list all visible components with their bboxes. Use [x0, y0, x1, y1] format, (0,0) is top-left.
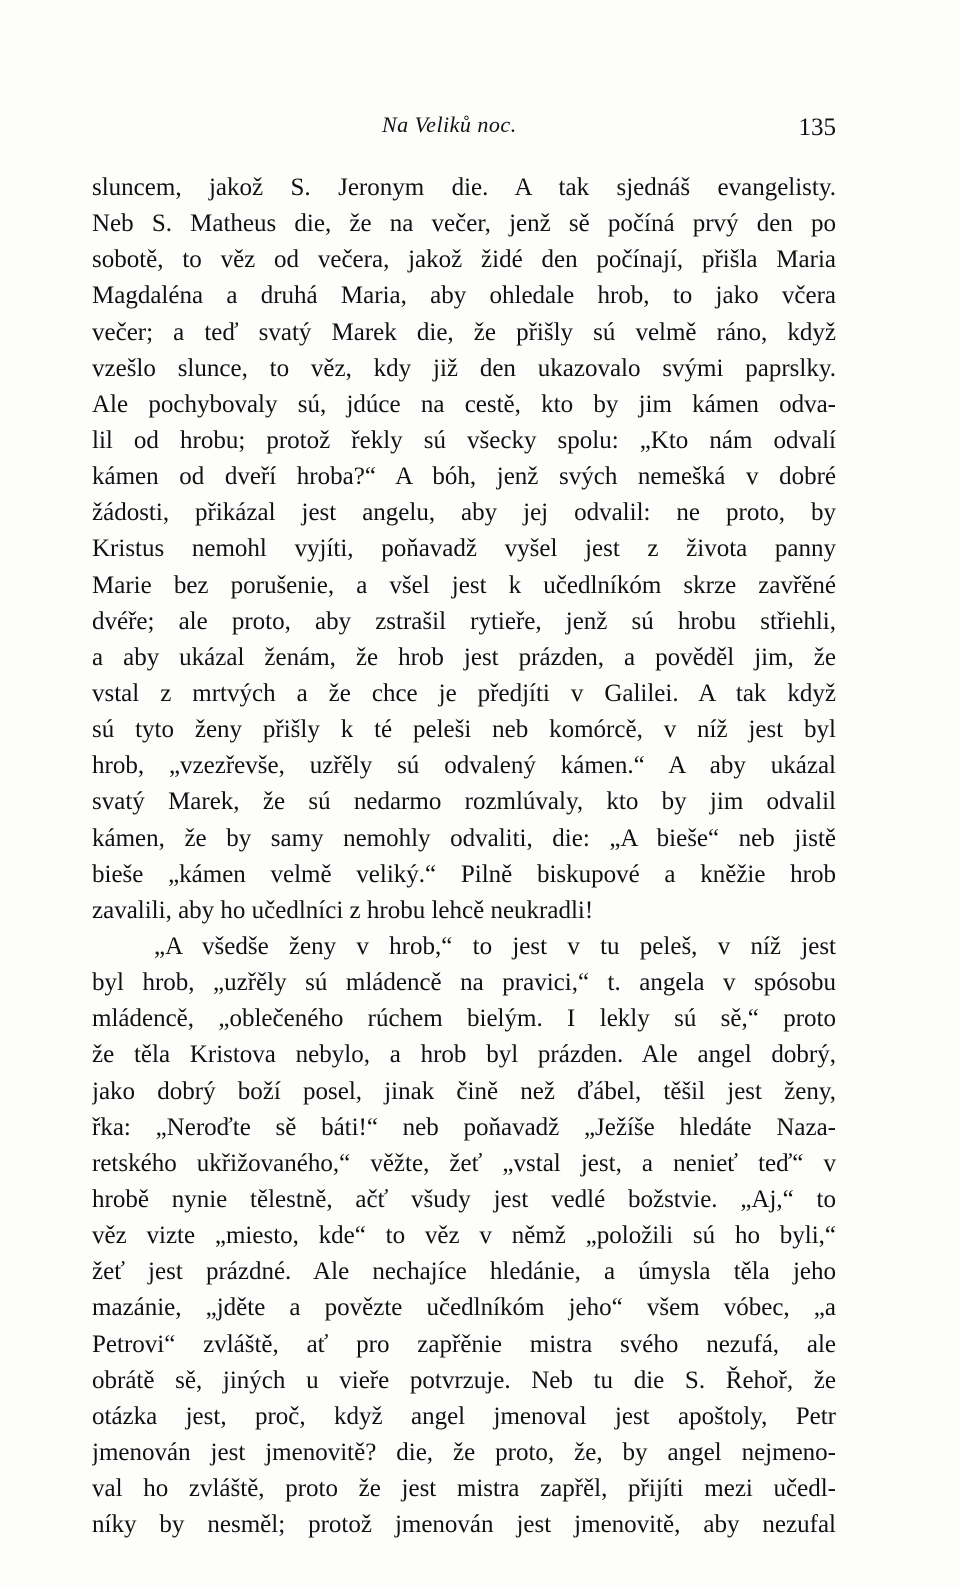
text-line: otázka jest, proč, když angel jmenoval jest apoštoly, Petr	[92, 1402, 836, 1430]
text-line: že těla Kristova nebylo, a hrob byl prázden. Ale angel dobrý,	[92, 1041, 836, 1069]
text-line: mládencě, „oblečeného rúchem bielým. I lekly sú sě,“ proto	[92, 1005, 836, 1033]
text-line-paragraph-start: „A všedše ženy v hrob,“ to jest v tu peleš, v níž jest	[154, 932, 836, 960]
running-head	[92, 112, 842, 152]
text-line: Ale pochybovaly sú, jdúce na cestě, kto by jim kámen odva-	[92, 390, 836, 418]
text-line: a aby ukázal ženám, že hrob jest prázden, a pověděl jim, že	[92, 643, 836, 671]
text-line: hrob, „vzezřevše, uzřěly sú odvalený kámen.“ A aby ukázal	[92, 752, 836, 780]
text-line: sluncem, jakož S. Jeronym die. A tak sjednáš evangelisty.	[92, 174, 836, 201]
page-number: 135	[798, 114, 836, 141]
text-line: bieše „kámen velmě veliký.“ Pilně biskupové a kněžie hrob	[92, 860, 836, 888]
text-line: lil od hrobu; protož řekly sú všecky spolu: „Kto nám odvalí	[92, 426, 836, 454]
text-line: svatý Marek, že sú nedarmo rozmlúvaly, kto by jim odvalil	[92, 788, 836, 816]
text-line: kámen od dveří hroba?“ A bóh, jenž svých nemešká v dobré	[92, 463, 836, 491]
text-line: byl hrob, „uzřěly sú mládencě na pravici,“ t. angela v spósobu	[92, 969, 836, 997]
text-line: mazánie, „jděte a povězte učedlníkóm jeho“ všem vóbec, „a	[92, 1294, 836, 1322]
text-line: Neb S. Matheus die, že na večer, jenž sě počíná prvý den po	[92, 210, 836, 238]
text-line: sobotě, to věz od večera, jakož židé den počínají, přišla Maria	[92, 246, 836, 274]
text-line: níky by nesměl; protož jmenován jest jmenovitě, aby nezufal	[92, 1511, 836, 1539]
text-line: Kristus nemohl vyjíti, poňavadž vyšel jest z života panny	[92, 535, 836, 563]
text-line: kámen, že by samy nemohly odvaliti, die: „A bieše“ neb jistě	[92, 824, 836, 852]
text-line: večer; a teď svatý Marek die, že přišly sú velmě ráno, když	[92, 318, 836, 346]
text-line: žádosti, přikázal jest angelu, aby jej odvalil: ne proto, by	[92, 499, 836, 527]
text-line: jako dobrý boží posel, jinak čině než ďábel, těšil jest ženy,	[92, 1077, 836, 1105]
text-line: věz vizte „miesto, kde“ to věz v němž „položili sú ho byli,“	[92, 1222, 836, 1250]
text-line: Marie bez porušenie, a všel jest k učedlníkóm skrze zavřěné	[92, 571, 836, 599]
running-title: Na Veliků noc.	[382, 112, 517, 137]
text-line: žeť jest prázdné. Ale nechajíce hledánie, a úmysla těla jeho	[92, 1258, 836, 1286]
text-line: jmenován jest jmenovitě? die, že proto, že, by angel nejmeno-	[92, 1438, 836, 1466]
text-line: sú tyto ženy přišly k té peleši neb komórcě, v níž jest byl	[92, 716, 836, 744]
text-line: vstal z mrtvých a že chce je předjíti v Galilei. A tak když	[92, 679, 836, 707]
text-line: vzešlo slunce, to věz, kdy již den ukazovalo svými paprslky.	[92, 354, 836, 382]
text-line: obrátě sě, jiných u vieře potvrzuje. Neb tu die S. Řehoř, že	[92, 1366, 836, 1394]
text-line-paragraph-end: zavalili, aby ho učedlníci z hrobu lehcě neukradli!	[92, 896, 594, 924]
text-line: dvéře; ale proto, aby zstrašil rytieře, jenž sú hrobu střiehli,	[92, 607, 836, 635]
text-line: řka: „Neroďte sě báti!“ neb poňavadž „Ježíše hledáte Naza-	[92, 1113, 836, 1141]
text-line: val ho zvláště, proto že jest mistra zapřěl, přijíti mezi učedl-	[92, 1475, 836, 1503]
text-line: Magdaléna a druhá Maria, aby ohledale hrob, to jako včera	[92, 282, 836, 310]
text-line: retského ukřižovaného,“ věžte, žeť „vstal jest, a nenieť teď“ v	[92, 1149, 836, 1177]
text-line: Petrovi“ zvláště, ať pro zapřěnie mistra svého nezufá, ale	[92, 1330, 836, 1358]
body-text	[92, 170, 836, 1543]
text-line: hrobě nynie tělestně, ačť všudy jest vedlé božstvie. „Aj,“ to	[92, 1185, 836, 1213]
